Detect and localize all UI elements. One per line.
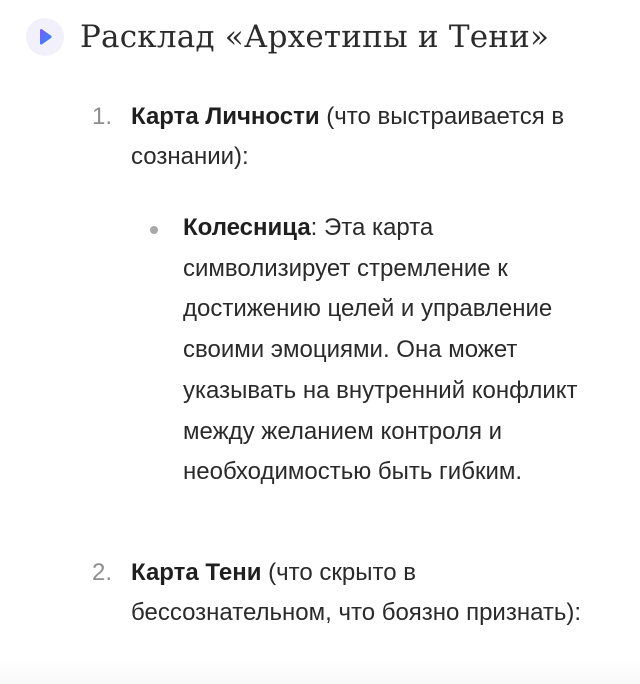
- list-item-heading: Карта Личности: [131, 103, 320, 130]
- bottom-fade: [0, 658, 640, 684]
- list-item-description: (что скрыто в бессознательном, что боязно признать):: [131, 559, 582, 626]
- list-item-number: 1.: [92, 103, 113, 130]
- sub-list-item-description: : Эта карта символизирует стремление к достижению целей и управление своими эмоциями. Она может указывать на внутренний конфликт между желанием контроля и необходимостью быть гибким.: [183, 214, 578, 486]
- bullet-icon: [150, 226, 158, 234]
- list-item-number: 2.: [92, 559, 113, 586]
- header: [26, 18, 549, 56]
- play-logo-icon: [26, 18, 64, 56]
- page-title: Расклад «Архетипы и Тени»: [80, 18, 550, 55]
- sub-list-item-heading: Колесница: [183, 214, 311, 241]
- list-item-text: [131, 97, 601, 177]
- list-item-text: [131, 553, 601, 633]
- list-item-description: (что выстраивается в сознании):: [131, 103, 565, 170]
- list-item-heading: Карта Тени: [131, 559, 262, 586]
- sub-list-item-text: [183, 208, 603, 493]
